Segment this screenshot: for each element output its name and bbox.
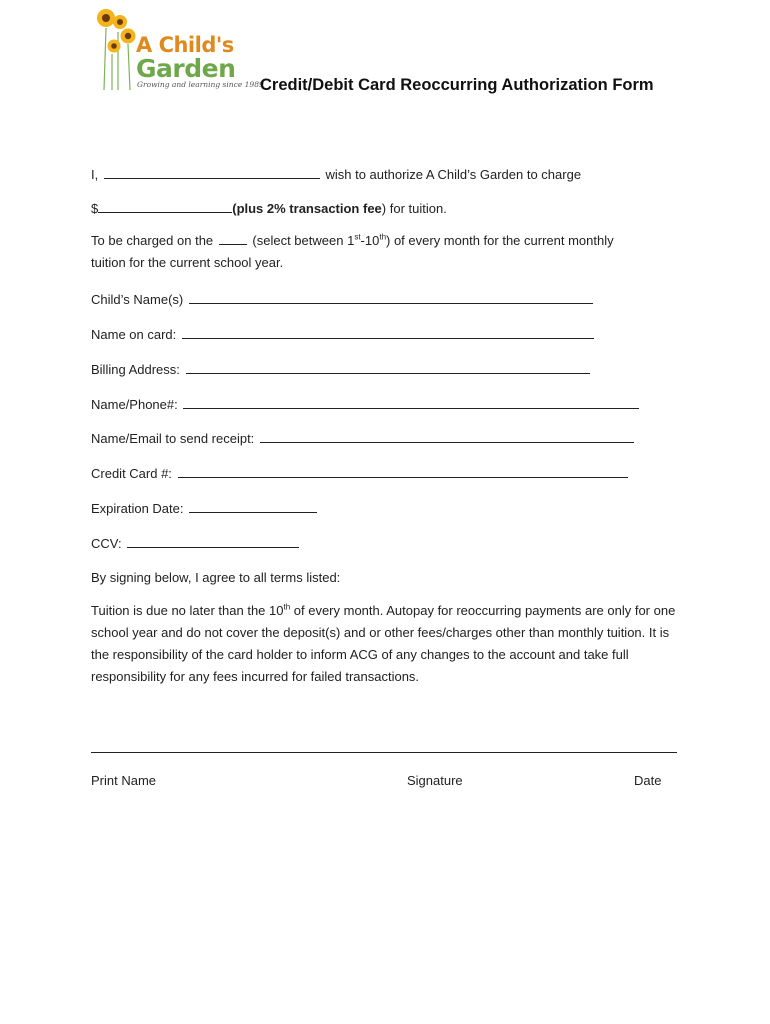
charge-mid: (select between 1 — [252, 233, 355, 248]
expiration-label: Expiration Date: — [91, 501, 184, 516]
credit-card-field[interactable] — [178, 466, 628, 478]
agree-text: By signing below, I agree to all terms listed: — [91, 570, 341, 585]
expiration-field[interactable] — [189, 501, 317, 513]
charge-prefix: To be charged on the — [91, 233, 214, 248]
name-on-card-row — [91, 327, 596, 341]
page-title: Credit/Debit Card Reoccurring Authorization Form — [260, 76, 654, 94]
name-email-field[interactable] — [260, 431, 634, 443]
charge-date-paragraph — [91, 230, 681, 274]
amount-field[interactable] — [98, 201, 232, 213]
child-name-field[interactable] — [189, 292, 593, 304]
amount-fee: (plus 2% transaction fee — [232, 201, 382, 216]
terms-rest: of every month. Autopay for reoccurring payments are only for one school year and do not cover the deposit(s) and or other fees/charges other than monthly tuition. It is the responsibility of the card holder to inform ACG of any changes to the account and take full responsibility for any fees incurred for failed transactions. — [91, 603, 676, 684]
name-on-card-field[interactable] — [182, 327, 594, 339]
authorize-prefix: I, — [91, 167, 99, 182]
name-phone-row — [91, 397, 641, 411]
authorizer-name-field[interactable] — [104, 167, 320, 179]
terms-paragraph — [91, 600, 681, 688]
charge-sup-st: st — [354, 232, 361, 242]
child-name-label: Child’s Name(s) — [91, 292, 184, 307]
terms-sup: th — [283, 602, 291, 612]
credit-card-row — [91, 466, 630, 480]
billing-address-row — [91, 362, 592, 376]
expiration-row — [91, 501, 319, 515]
credit-card-label: Credit Card #: — [91, 466, 172, 481]
name-on-card-label: Name on card: — [91, 327, 177, 342]
authorize-suffix: wish to authorize A Child’s Garden to charge — [325, 167, 582, 182]
charge-day-field[interactable] — [219, 233, 247, 245]
ccv-label: CCV: — [91, 536, 122, 551]
date-label: Date — [634, 773, 662, 788]
amount-line — [91, 201, 447, 215]
name-phone-label: Name/Phone#: — [91, 397, 178, 412]
authorize-line — [91, 167, 581, 181]
charge-suffix: ) of every month for the current monthly — [386, 233, 614, 248]
ccv-field[interactable] — [127, 536, 299, 548]
logo-text-line1: A Child's — [136, 33, 234, 57]
print-name-label: Print Name — [91, 773, 157, 788]
child-name-row — [91, 292, 595, 306]
logo-tagline: Growing and learning since 1989 — [137, 80, 264, 89]
signature-line[interactable] — [91, 752, 677, 753]
name-phone-field[interactable] — [183, 397, 639, 409]
terms-prefix: Tuition is due no later than the 10 — [91, 603, 284, 618]
amount-prefix: $ — [91, 201, 99, 216]
name-email-label: Name/Email to send receipt: — [91, 431, 255, 446]
ccv-row — [91, 536, 301, 550]
billing-address-field[interactable] — [186, 362, 590, 374]
signature-label: Signature — [407, 773, 463, 788]
charge-sup-th: th — [379, 232, 387, 242]
billing-address-label: Billing Address: — [91, 362, 180, 377]
charge-line2: tuition for the current school year. — [91, 255, 284, 270]
name-email-row — [91, 431, 636, 445]
amount-suffix: ) for tuition. — [381, 201, 447, 216]
charge-mid2: -10 — [360, 233, 380, 248]
logo-text-line2: Garden — [136, 54, 236, 83]
